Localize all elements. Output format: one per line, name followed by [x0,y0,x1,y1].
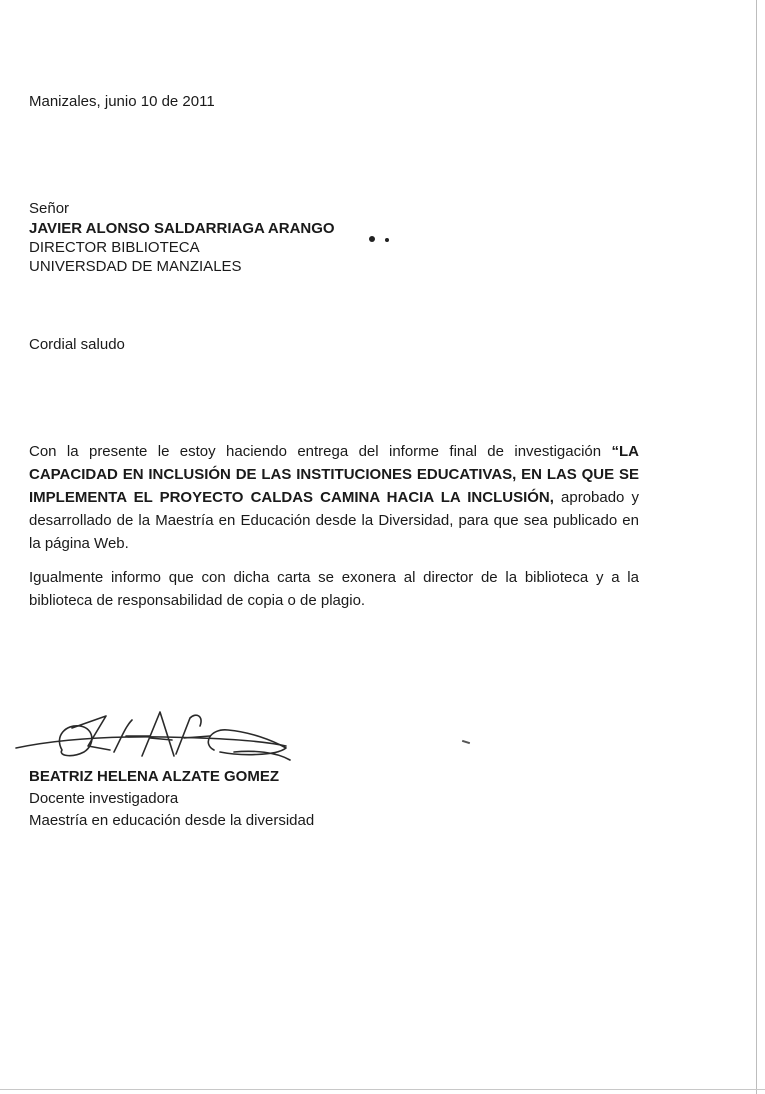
scan-edge-bottom [0,1089,765,1090]
body-paragraph-1 [29,440,639,555]
sender-name: BEATRIZ HELENA ALZATE GOMEZ [29,768,279,785]
handwritten-signature [14,706,314,772]
scan-edge-right [756,0,757,1094]
sender-program: Maestría en educación desde la diversidad [29,812,315,829]
recipient-salutation: Señor [29,200,70,217]
recipient-title: DIRECTOR BIBLIOTECA [29,239,200,256]
date-line: Manizales, junio 10 de 2011 [29,93,215,110]
recipient-institution: UNIVERSDAD DE MANZIALES [29,258,242,275]
body-paragraph-2: Igualmente informo que con dicha carta se exonera al director de la biblioteca y a la biblioteca de responsabilidad de copia o de plagio. [29,569,639,609]
project-title: “LA CAPACIDAD EN INCLUSIÓN DE LAS INSTITUCIONES EDUCATIVAS, EN LAS QUE SE IMPLEMENTA EL PROYECTO CALDAS CAMINA HACIA LA INCLUSIÓN, [29,443,639,506]
sender-role: Docente investigadora [29,790,179,807]
ink-speck [462,740,470,744]
ink-mark [385,238,389,242]
paragraph-1-rest: aprobado y desarrollado de la Maestría en Educación desde la Diversidad, para que sea publicado en la página Web. [29,489,639,552]
ink-mark [369,236,375,242]
paragraph-1-intro: Con la presente le estoy haciendo entrega del informe final de investigación [29,443,612,460]
recipient-name: JAVIER ALONSO SALDARRIAGA ARANGO [29,220,335,237]
greeting: Cordial saludo [29,336,125,353]
